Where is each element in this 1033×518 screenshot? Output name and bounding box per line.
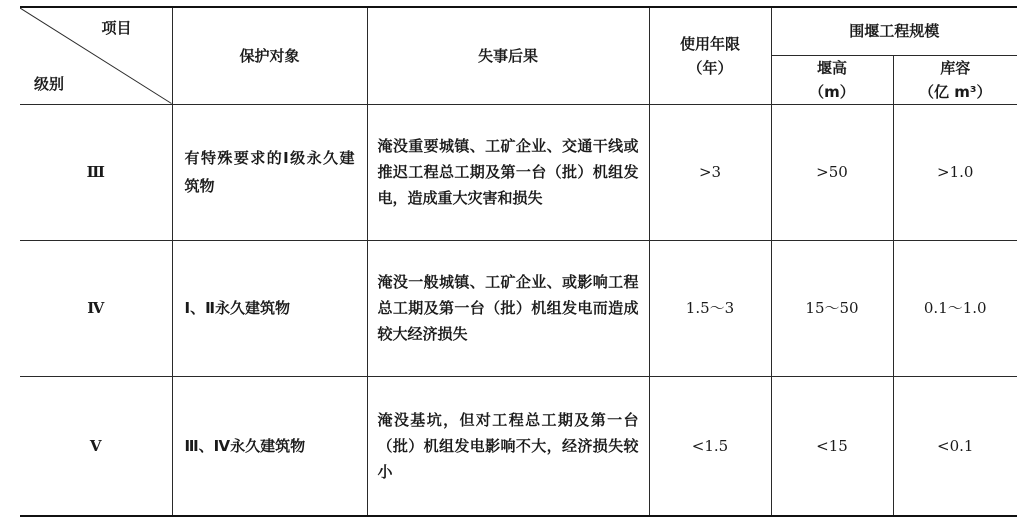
service-life-header xyxy=(649,7,771,104)
height-header-line1: 堰高 xyxy=(816,58,847,77)
table-row xyxy=(20,104,1017,240)
diagonal-header-cell xyxy=(20,7,172,104)
grade-cell: Ⅴ xyxy=(20,376,172,516)
service-life-cell: 1.5～3 xyxy=(649,240,771,376)
cofferdam-grade-table xyxy=(20,6,1017,517)
capacity-header-line1: 库容 xyxy=(940,58,971,77)
height-header-line2: （m） xyxy=(809,82,855,101)
capacity-header xyxy=(893,55,1017,104)
height-cell: <15 xyxy=(771,376,893,516)
capacity-cell: 0.1～1.0 xyxy=(893,240,1017,376)
height-header xyxy=(771,55,893,104)
grade-header: 级别 xyxy=(34,74,65,93)
failure-consequence-header: 失事后果 xyxy=(367,7,649,104)
capacity-cell: <0.1 xyxy=(893,376,1017,516)
failure-consequence-cell: 淹没基坑，但对工程总工期及第一台（批）机组发电影响不大，经济损失较小 xyxy=(367,376,649,516)
table-row xyxy=(20,376,1017,516)
protected-object-cell: 有特殊要求的Ⅰ级永久建筑物 xyxy=(172,104,367,240)
capacity-cell: >1.0 xyxy=(893,104,1017,240)
service-life-cell: >3 xyxy=(649,104,771,240)
service-life-header-line1: 使用年限 xyxy=(679,34,740,53)
protected-object-cell: Ⅰ、Ⅱ永久建筑物 xyxy=(172,240,367,376)
protected-object-header: 保护对象 xyxy=(172,7,367,104)
capacity-header-line2: （亿 m³） xyxy=(919,82,992,101)
height-cell: 15～50 xyxy=(771,240,893,376)
service-life-cell: <1.5 xyxy=(649,376,771,516)
protected-object-cell: Ⅲ、Ⅳ永久建筑物 xyxy=(172,376,367,516)
failure-consequence-cell: 淹没一般城镇、工矿企业、或影响工程总工期及第一台（批）机组发电而造成较大经济损失 xyxy=(367,240,649,376)
table-row xyxy=(20,240,1017,376)
cofferdam-scale-header: 围堰工程规模 xyxy=(771,7,1017,55)
service-life-header-line2: （年） xyxy=(687,58,733,77)
grade-cell: Ⅲ xyxy=(20,104,172,240)
failure-consequence-cell: 淹没重要城镇、工矿企业、交通干线或推迟工程总工期及第一台（批）机组发电，造成重大灾害和损失 xyxy=(367,104,649,240)
item-header: 项目 xyxy=(101,19,132,37)
grade-cell: Ⅳ xyxy=(20,240,172,376)
height-cell: >50 xyxy=(771,104,893,240)
